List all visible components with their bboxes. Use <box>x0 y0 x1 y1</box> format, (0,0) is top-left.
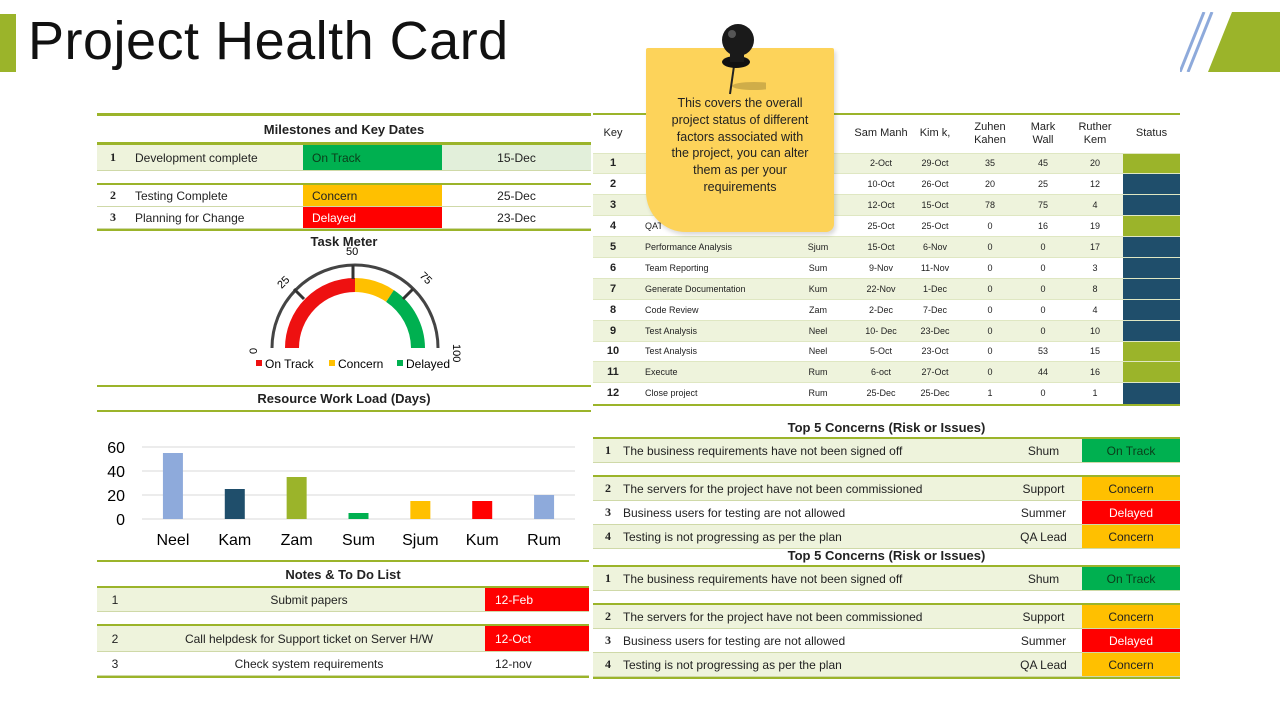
pushpin-icon <box>716 18 766 98</box>
concern-text: The servers for the project have not been commissioned <box>623 609 923 624</box>
table-row <box>593 257 1180 278</box>
concern-owner: Support <box>1022 609 1065 624</box>
cell-a: 22-Nov <box>853 278 909 299</box>
milestone-name: Development complete <box>135 150 258 165</box>
cell-a: 10-Oct <box>853 174 909 195</box>
milestone-row <box>97 145 591 171</box>
gauge-tick-label: 50 <box>346 246 359 258</box>
cell-b: 25-Oct <box>909 216 961 237</box>
cell-e: 17 <box>1067 237 1123 258</box>
cell-d: 0 <box>1019 299 1067 320</box>
cell-owner: Rum <box>783 383 853 404</box>
column-header-ruther-kem: Ruther Kem <box>1078 120 1112 146</box>
status-cell <box>1123 174 1180 195</box>
cell-num: 6 <box>593 257 633 278</box>
cell-num: 4 <box>593 216 633 237</box>
cell-e: 12 <box>1067 174 1123 195</box>
column-header-key: Key <box>603 127 623 140</box>
cell-e: 4 <box>1067 299 1123 320</box>
y-tick-label: 40 <box>107 464 125 481</box>
gauge-tick-label: 100 <box>450 344 462 363</box>
cell-c: 0 <box>961 362 1019 383</box>
cell-num: 5 <box>593 237 633 258</box>
divider <box>97 410 591 412</box>
cell-num: 10 <box>593 341 633 362</box>
cell-b: 6-Nov <box>909 237 961 258</box>
cell-b: 15-Oct <box>909 195 961 216</box>
concern-row <box>593 629 1180 653</box>
sticky-note <box>646 48 834 232</box>
concern-text: The business requirements have not been signed off <box>623 443 903 458</box>
corner-stripes-decoration <box>1180 12 1280 72</box>
cell-task: Team Reporting <box>633 257 783 278</box>
note-date: 12-Feb <box>485 588 589 611</box>
cell-c: 0 <box>961 341 1019 362</box>
cell-c: 78 <box>961 195 1019 216</box>
concern-owner: QA Lead <box>1020 529 1067 544</box>
cell-task: Generate Documentation <box>633 278 783 299</box>
concern-owner: Support <box>1022 481 1065 496</box>
gauge-segment-delayed <box>390 296 418 348</box>
cell-c: 20 <box>961 174 1019 195</box>
page-title: Project Health Card <box>28 11 509 71</box>
cell-c: 35 <box>961 153 1019 174</box>
cell-num: 3 <box>593 195 633 216</box>
table-row <box>593 320 1180 341</box>
note-text: Call helpdesk for Support ticket on Server H/W <box>184 631 434 646</box>
note-date: 12-nov <box>495 656 532 671</box>
milestone-number: 1 <box>110 150 116 164</box>
cell-c: 0 <box>961 299 1019 320</box>
concern-text: Testing is not progressing as per the plan <box>623 657 842 672</box>
x-tick-label: Neel <box>156 532 190 549</box>
concern-owner: Shum <box>1027 571 1060 586</box>
cell-a: 6-oct <box>853 362 909 383</box>
status-cell <box>1123 195 1180 216</box>
cell-b: 25-Dec <box>909 383 961 404</box>
divider <box>593 404 1180 406</box>
legend-label: Delayed <box>406 357 451 371</box>
y-tick-label: 0 <box>116 512 125 529</box>
cell-c: 0 <box>961 237 1019 258</box>
concern-owner: QA Lead <box>1020 657 1067 672</box>
sticky-note-text: This covers the overall project status of different factors associated with the project, you can alter them as per your requirements <box>671 96 809 194</box>
gauge-tick-label: 0 <box>248 347 260 354</box>
cell-task: Test Analysis <box>633 341 783 362</box>
cell-num: 8 <box>593 299 633 320</box>
cell-d: 0 <box>1019 320 1067 341</box>
milestone-number: 2 <box>110 188 116 202</box>
status-cell <box>1123 383 1180 404</box>
table-row <box>593 299 1180 320</box>
bar-sjum <box>410 501 430 519</box>
status-badge: Delayed <box>1082 501 1180 524</box>
status-badge: Delayed <box>1082 629 1180 652</box>
cell-a: 15-Oct <box>853 237 909 258</box>
cell-d: 45 <box>1019 153 1067 174</box>
concern-number: 1 <box>605 443 611 457</box>
x-tick-label: Rum <box>527 532 561 549</box>
cell-e: 19 <box>1067 216 1123 237</box>
gauge-segment-concern <box>355 285 390 296</box>
note-row <box>97 588 589 612</box>
note-text: Check system requirements <box>234 656 384 671</box>
concern-owner: Summer <box>1020 505 1067 520</box>
notes-title: Notes & To Do List <box>285 567 401 582</box>
cell-c: 0 <box>961 320 1019 341</box>
status-badge: Concern <box>1082 477 1180 500</box>
cell-d: 0 <box>1019 237 1067 258</box>
table-row <box>593 237 1180 258</box>
status-badge: Concern <box>1082 525 1180 548</box>
cell-a: 10- Dec <box>853 320 909 341</box>
concern-text: The servers for the project have not been commissioned <box>623 481 923 496</box>
cell-b: 26-Oct <box>909 174 961 195</box>
concern-number: 1 <box>605 571 611 585</box>
cell-d: 44 <box>1019 362 1067 383</box>
legend-swatch-on-track <box>256 360 262 366</box>
cell-a: 12-Oct <box>853 195 909 216</box>
cell-b: 1-Dec <box>909 278 961 299</box>
cell-b: 23-Dec <box>909 320 961 341</box>
note-number: 1 <box>111 592 119 607</box>
cell-c: 0 <box>961 257 1019 278</box>
milestones-title: Milestones and Key Dates <box>263 122 425 137</box>
resource-workload-section <box>97 385 591 555</box>
cell-e: 15 <box>1067 341 1123 362</box>
cell-a: 9-Nov <box>853 257 909 278</box>
cell-task: Performance Analysis <box>633 237 783 258</box>
bar-rum <box>534 495 554 519</box>
cell-owner: Zam <box>783 299 853 320</box>
concern-text: The business requirements have not been signed off <box>623 571 903 586</box>
status-cell <box>1123 341 1180 362</box>
cell-b: 27-Oct <box>909 362 961 383</box>
cell-owner: Sum <box>783 257 853 278</box>
cell-a: 5-Oct <box>853 341 909 362</box>
x-tick-label: Kum <box>465 532 499 549</box>
cell-task: Test Analysis <box>633 320 783 341</box>
cell-d: 16 <box>1019 216 1067 237</box>
column-header-status: Status <box>1135 127 1168 140</box>
cell-e: 20 <box>1067 153 1123 174</box>
cell-a: 2-Oct <box>853 153 909 174</box>
resource-workload-chart <box>97 413 591 555</box>
status-cell <box>1123 320 1180 341</box>
cell-d: 0 <box>1019 257 1067 278</box>
cell-owner: Neel <box>783 320 853 341</box>
divider <box>97 676 589 678</box>
task-meter-section <box>97 230 591 380</box>
status-cell <box>1123 237 1180 258</box>
milestone-date: 23-Dec <box>497 210 536 225</box>
table-row <box>593 383 1180 404</box>
legend-label: Concern <box>338 357 384 371</box>
concerns-title: Top 5 Concerns (Risk or Issues) <box>787 420 986 435</box>
gauge-tick-label: 25 <box>275 274 293 292</box>
concern-row <box>593 439 1180 463</box>
cell-b: 29-Oct <box>909 153 961 174</box>
note-number: 2 <box>111 631 119 646</box>
status-badge: Concern <box>1082 653 1180 676</box>
cell-num: 7 <box>593 278 633 299</box>
cell-b: 7-Dec <box>909 299 961 320</box>
column-header-zuhen-kahen: Zuhen Kahen <box>974 120 1006 146</box>
table-row <box>593 362 1180 383</box>
cell-d: 53 <box>1019 341 1067 362</box>
cell-e: 4 <box>1067 195 1123 216</box>
cell-num: 11 <box>593 362 633 383</box>
milestone-number: 3 <box>110 210 116 224</box>
milestone-row <box>97 207 591 229</box>
concern-row <box>593 653 1180 677</box>
cell-d: 25 <box>1019 174 1067 195</box>
cell-task: Close project <box>633 383 783 404</box>
legend-label: On Track <box>265 357 314 371</box>
cell-a: 25-Dec <box>853 383 909 404</box>
cell-c: 1 <box>961 383 1019 404</box>
milestone-date: 25-Dec <box>497 188 536 203</box>
cell-num: 1 <box>593 153 633 174</box>
cell-d: 0 <box>1019 278 1067 299</box>
top-concerns-section-2 <box>593 545 1180 679</box>
concern-text: Business users for testing are not allowed <box>623 633 846 648</box>
cell-a: 2-Dec <box>853 299 909 320</box>
concern-text: Testing is not progressing as per the plan <box>623 529 842 544</box>
cell-num: 2 <box>593 174 633 195</box>
bar-kam <box>225 489 245 519</box>
concern-number: 3 <box>605 505 611 519</box>
x-tick-label: Sjum <box>402 532 439 549</box>
cell-owner: Neel <box>783 341 853 362</box>
concern-number: 3 <box>605 633 611 647</box>
concern-owner: Shum <box>1027 443 1060 458</box>
concern-row <box>593 605 1180 629</box>
cell-b: 11-Nov <box>909 257 961 278</box>
cell-e: 1 <box>1067 383 1123 404</box>
concern-owner: Summer <box>1020 633 1067 648</box>
divider <box>593 677 1180 679</box>
concern-row <box>593 477 1180 501</box>
table-row <box>593 341 1180 362</box>
concerns-title: Top 5 Concerns (Risk or Issues) <box>787 548 986 563</box>
bar-neel <box>163 453 183 519</box>
cell-a: 25-Oct <box>853 216 909 237</box>
y-tick-label: 20 <box>107 488 125 505</box>
concern-number: 4 <box>605 529 611 543</box>
note-number: 3 <box>111 656 119 671</box>
bar-kum <box>472 501 492 519</box>
cell-d: 0 <box>1019 383 1067 404</box>
status-cell <box>1123 362 1180 383</box>
cell-owner: Sjum <box>783 237 853 258</box>
milestone-name: Planning for Change <box>135 210 245 225</box>
column-header-mark-wall: Mark Wall <box>1030 120 1056 146</box>
status-badge: Concern <box>303 185 442 206</box>
status-badge: On Track <box>303 145 442 170</box>
concern-number: 2 <box>605 609 611 623</box>
status-cell <box>1123 153 1180 174</box>
bar-zam <box>287 477 307 519</box>
milestone-row <box>97 185 591 207</box>
chart-title: Resource Work Load (Days) <box>257 391 431 406</box>
cell-num: 9 <box>593 320 633 341</box>
cell-num: 12 <box>593 383 633 404</box>
concern-text: Business users for testing are not allowed <box>623 505 846 520</box>
gauge-tick-label: 75 <box>416 269 435 288</box>
status-badge: On Track <box>1082 567 1180 590</box>
milestone-date: 15-Dec <box>442 145 591 170</box>
cell-owner: Rum <box>783 362 853 383</box>
note-row <box>97 652 589 676</box>
note-text: Submit papers <box>270 592 348 607</box>
cell-c: 0 <box>961 278 1019 299</box>
concern-row <box>593 567 1180 591</box>
status-cell <box>1123 278 1180 299</box>
table-row <box>593 278 1180 299</box>
gauge-tick <box>294 289 304 299</box>
status-cell <box>1123 299 1180 320</box>
milestone-name: Testing Complete <box>135 188 228 203</box>
task-meter-gauge <box>97 240 591 380</box>
cell-task: Execute <box>633 362 783 383</box>
cell-d: 75 <box>1019 195 1067 216</box>
cell-e: 8 <box>1067 278 1123 299</box>
legend-swatch-concern <box>329 360 335 366</box>
milestones-section <box>97 113 591 231</box>
status-badge: Concern <box>1082 605 1180 628</box>
status-cell <box>1123 257 1180 278</box>
cell-c: 0 <box>961 216 1019 237</box>
note-date: 12-Oct <box>485 626 589 651</box>
gauge-tick <box>403 289 413 299</box>
x-tick-label: Sum <box>342 532 375 549</box>
cell-e: 16 <box>1067 362 1123 383</box>
note-row <box>97 626 589 652</box>
x-tick-label: Zam <box>280 532 313 549</box>
cell-task: Code Review <box>633 299 783 320</box>
concern-row <box>593 501 1180 525</box>
status-cell <box>1123 216 1180 237</box>
y-tick-label: 60 <box>107 440 125 457</box>
column-header-sam-manh: Sam Manh <box>854 127 908 140</box>
cell-b: 23-Oct <box>909 341 961 362</box>
bar-sum <box>349 513 369 519</box>
status-badge: On Track <box>1082 439 1180 462</box>
concern-number: 2 <box>605 481 611 495</box>
cell-e: 3 <box>1067 257 1123 278</box>
top-concerns-section <box>593 417 1180 549</box>
cell-owner: Kum <box>783 278 853 299</box>
status-badge: Delayed <box>303 207 442 228</box>
legend-swatch-delayed <box>397 360 403 366</box>
task-meter-title: Task Meter <box>310 234 378 249</box>
x-tick-label: Kam <box>218 532 252 549</box>
column-header-kim-k: Kim k, <box>919 127 951 140</box>
concern-number: 4 <box>605 657 611 671</box>
notes-section <box>97 560 589 678</box>
title-accent-bar <box>0 14 16 72</box>
cell-task: QAT <box>633 216 783 237</box>
cell-e: 10 <box>1067 320 1123 341</box>
